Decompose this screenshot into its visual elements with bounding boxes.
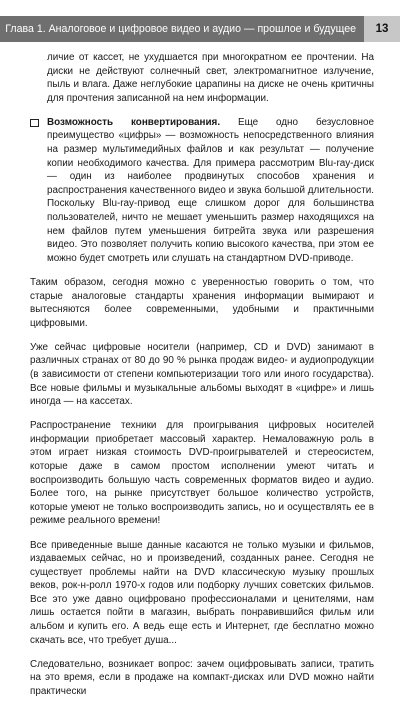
page-number: 13 (364, 16, 400, 42)
list-item-text: Еще одно безусловное преимущество «цифры» — возможность непосредственного влияния на размер мультимедийных файлов и как результат — получение копии необходимого качества. Для примера рассмотрим Blu-ray-диск — один из наиболее продвинутых способов хранения и распространения качественного видео и звука большой длительности. Поскольку Blu-ray-привод еще слишком дорог для большинства пользователей, ничто не мешает уменьшить размер находящихся на нем файлов путем уменьшения битрейта звука или разрешения видео. Это позволяет получить копию высокого качества, при этом ее можно будет смотреть или слушать на стандартном DVD-приводе. (47, 116, 374, 264)
paragraph: Уже сейчас цифровые носители (например, CD и DVD) занимают в различных странах от 80 до 90 % рынка продаж видео- и аудиопродукции (в зависимости от степени компьютеризации того или иного государства). Все новые фильмы и музыкальные альбомы выходят в «цифре» и лишь иногда — на кассетах. (30, 341, 374, 408)
paragraph: Все приведенные выше данные касаются не только музыки и фильмов, издаваемых сейчас, но и произведений, созданных ранее. Сегодня не существует проблемы найти на DVD классическую музыку прошлых веков, рок-н-ролл 1970-х годов или подборку лучших советских фильмов. Все это уже давно оцифровано профессионалами и ценителями, нам лишь остается пойти в магазин, выбрать понравившийся фильм или альбом и купить его. А ведь еще есть и Интернет, где бесплатно можно скачать все, что требует душа... (30, 539, 374, 646)
chapter-title: Глава 1. Аналоговое и цифровое видео и аудио — прошлое и будущее (5, 23, 356, 35)
paragraph: Распространение техники для проигрывания цифровых носителей информации приобретает массовый характер. Немаловажную роль в этом играет низкая стоимость DVD-проигрывателей и стереосистем, которые даже в самом простом исполнении умеют читать и воспроизводить большую часть современных форматов видео и аудио. Более того, на рынке присутствует большое количество устройств, которые умеют не только воспроизводить запись, но и осуществлять ее в режиме реального времени! (30, 420, 374, 527)
list-item-title: Возможность конвертирования. (47, 116, 221, 128)
checkbox-bullet-icon (30, 119, 39, 128)
list-item-text: личие от кассет, не ухудшается при многократном ее прочтении. На диски не действуют солнечный свет, электромагнитное излучение, пыль и влага. Даже неглубокие царапины на диске не очень критичны для прочтения записанной на нем информации. (47, 52, 374, 104)
paragraph: Таким образом, сегодня можно с уверенностью говорить о том, что старые аналоговые стандарты хранения информации вымирают и вытесняются более современными, удобными и практичными цифровыми. (30, 276, 374, 329)
running-header (0, 16, 400, 42)
body-text (30, 51, 374, 709)
list-item (30, 116, 374, 266)
list-item-continued (30, 51, 374, 105)
paragraph: Следовательно, возникает вопрос: зачем оцифровывать записи, тратить на это время, если в продаже на компакт-дисках или DVD можно найти практически (30, 658, 374, 697)
